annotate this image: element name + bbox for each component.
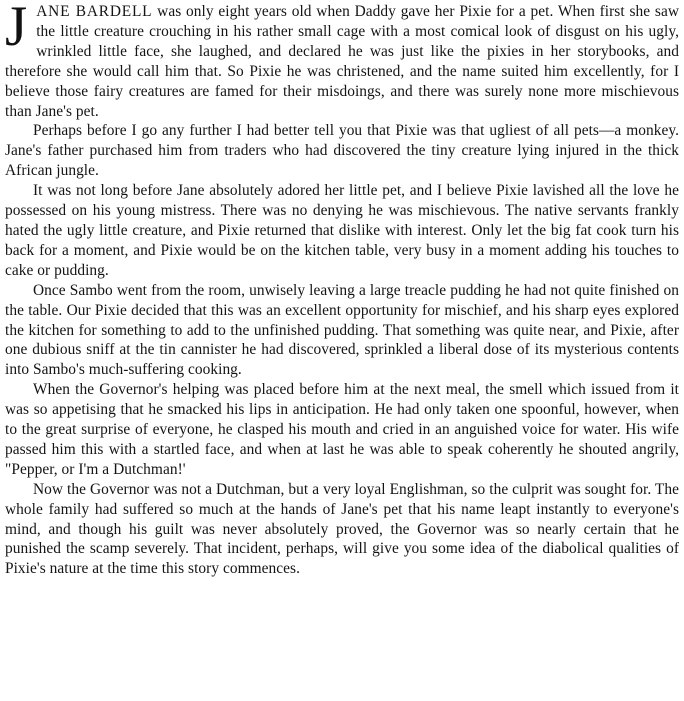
article-paragraph-4: Once Sambo went from the room, unwisely leaving a large treacle pudding he had not quite finished on the table. Our Pixie decided that this was an excellent opportunity for mischief, and his sharp eyes explored the kitchen for something to add to the unfinished pudding. That something was quite near, and Pixie, after one dubious sniff at the tin cannister he had discovered, sprinkled a liberal dose of its mysterious contents into Sambo's much-suffering cooking. [5, 281, 679, 379]
article-paragraph-5: When the Governor's helping was placed before him at the next meal, the smell which issued from it was so appetising that he smacked his lips in anticipation. He had only taken one spoonful, however, when to the great surprise of everyone, he clasped his mouth and cried in an anguished voice for water. His wife passed him this with a startled face, and when at last he was able to speak coherently he shouted angrily, "Pepper, or I'm a Dutchman!' [5, 381, 679, 478]
article-paragraph-6: Now the Governor was not a Dutchman, but a very loyal Englishman, so the culprit was sought for. The whole family had suffered so much at the hands of Jane's pet that his name leapt instantly to everyone's mind, and though his guilt was never absolutely proved, the Governor was so nearly certain that he punished the scamp severely. That incident, perhaps, will give you some idea of the diabolical qualities of Pixie's nature at the time this story commences. [5, 480, 679, 578]
article-paragraph-3: It was not long before Jane absolutely adored her little pet, and I believe Pixie lavished all the love he possessed on his young mistress. There was no denying he was mischievous. The native servants frankly hated the ugly little creature, and Pixie returned that dislike with interest. Only let the big fat cook turn his back for a moment, and Pixie would be on the kitchen table, very busy in a moment adding his touches to cake or pudding. [5, 182, 679, 279]
article-paragraph-2: Perhaps before I go any further I had better tell you that Pixie was that ugliest of all pets—a monkey. Jane's father purchased him from traders who had discovered the tiny creature lying injured in the thick African jungle. [5, 122, 679, 180]
article-column [5, 2, 679, 579]
paragraph-text: was only eight years old when Daddy gave her Pixie for a pet. When first she saw the little creature crouching in his rather small cage with a most comical look of disgust on his ugly, wrinkled little face, she laughed, and declared he was just like the pixies in her storybooks, and therefore she would call him that. So Pixie he was christened, and the name suited him excellently, for I believe those fairy creatures are famed for their misdoings, and there was surely none more mischievous than Jane's pet. [5, 3, 679, 120]
opening-caps: ANE BARDELL [36, 3, 153, 20]
article-paragraph-1 [5, 2, 679, 121]
drop-cap: J [5, 0, 28, 58]
